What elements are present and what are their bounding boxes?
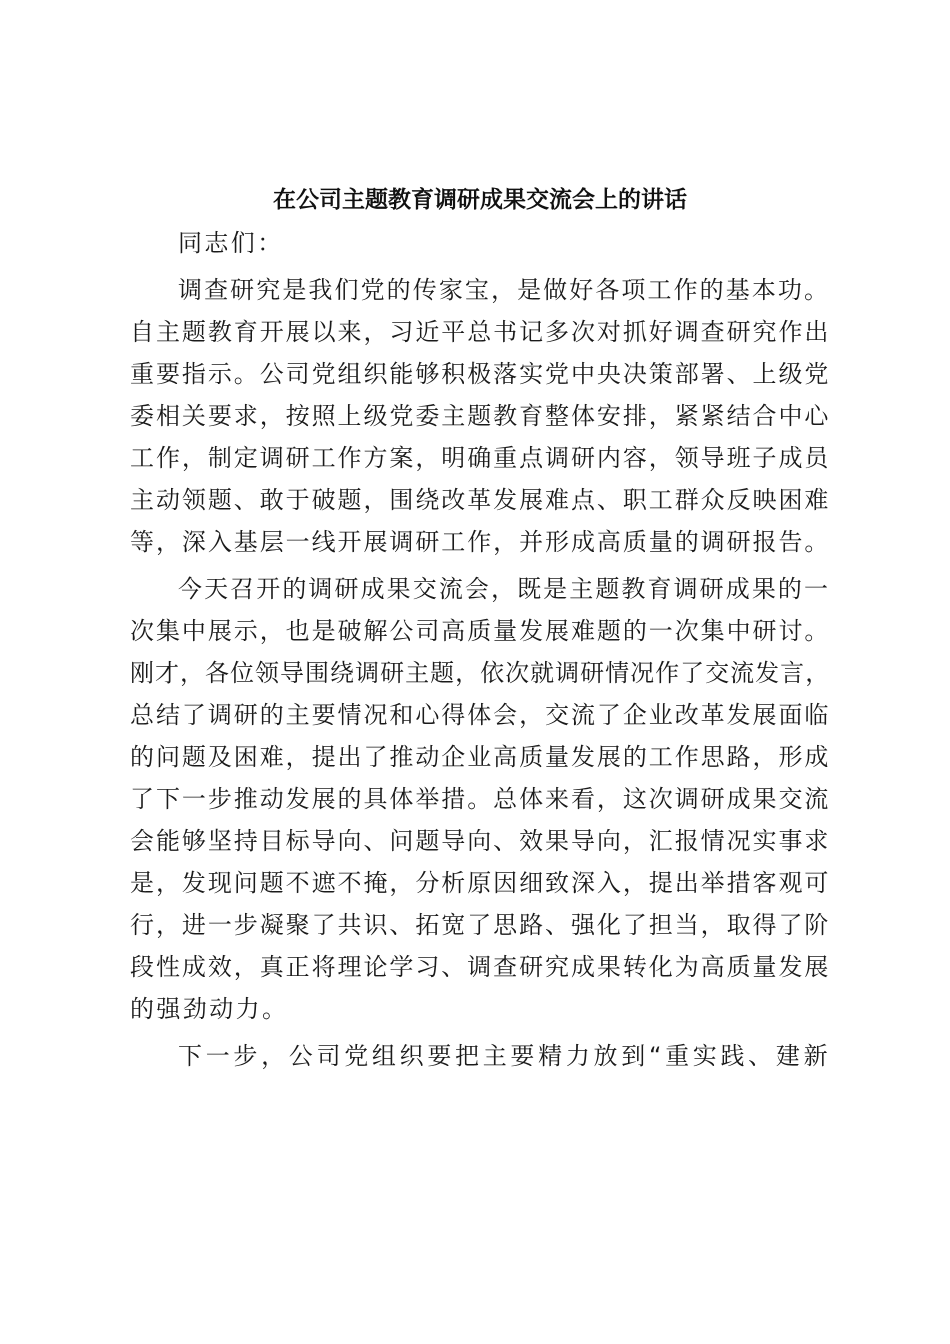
text-line: 工作，制定调研工作方案，明确重点调研内容，领导班子成员 <box>130 444 830 472</box>
text-line: 会能够坚持目标导向、问题导向、效果导向，汇报情况实事求 <box>130 827 830 855</box>
text-line: 委相关要求，按照上级党委主题教育整体安排，紧紧结合中心 <box>130 402 830 430</box>
text-line: 是，发现问题不遮不掩，分析原因细致深入，提出举措客观可 <box>130 869 830 897</box>
text-line: 的强劲动力。 <box>130 995 289 1023</box>
paragraph-3 <box>130 1035 830 1077</box>
text-line: 总结了调研的主要情况和心得体会，交流了企业改革发展面临 <box>130 701 830 729</box>
text-line: 调查研究是我们党的传家宝，是做好各项工作的基本功。 <box>178 276 830 304</box>
text-line: 今天召开的调研成果交流会，既是主题教育调研成果的一 <box>178 575 830 603</box>
salutation: 同志们： <box>178 229 284 257</box>
paragraph-2 <box>130 568 830 1030</box>
text-line: 下一步，公司党组织要把主要精力放到“重实践、建新 <box>178 1042 830 1070</box>
text-line: 主动领题、敢于破题，围绕改革发展难点、职工群众反映困难 <box>130 486 830 514</box>
text-line: 了下一步推动发展的具体举措。总体来看，这次调研成果交流 <box>130 785 830 813</box>
text-line: 的问题及困难，提出了推动企业高质量发展的工作思路，形成 <box>130 743 830 771</box>
text-line: 刚才，各位领导围绕调研主题，依次就调研情况作了交流发言， <box>130 659 830 687</box>
document-title: 在公司主题教育调研成果交流会上的讲话 <box>273 186 687 213</box>
text-line: 行，进一步凝聚了共识、拓宽了思路、强化了担当，取得了阶 <box>130 911 830 939</box>
text-line: 重要指示。公司党组织能够积极落实党中央决策部署、上级党 <box>130 360 830 388</box>
text-line: 自主题教育开展以来，习近平总书记多次对抓好调查研究作出 <box>130 318 830 346</box>
text-line: 段性成效，真正将理论学习、调查研究成果转化为高质量发展 <box>130 953 830 981</box>
text-line: 等，深入基层一线开展调研工作，并形成高质量的调研报告。 <box>130 528 830 556</box>
paragraph-1 <box>130 269 830 563</box>
text-line: 次集中展示，也是破解公司高质量发展难题的一次集中研讨。 <box>130 617 830 645</box>
document-body <box>130 222 830 1082</box>
